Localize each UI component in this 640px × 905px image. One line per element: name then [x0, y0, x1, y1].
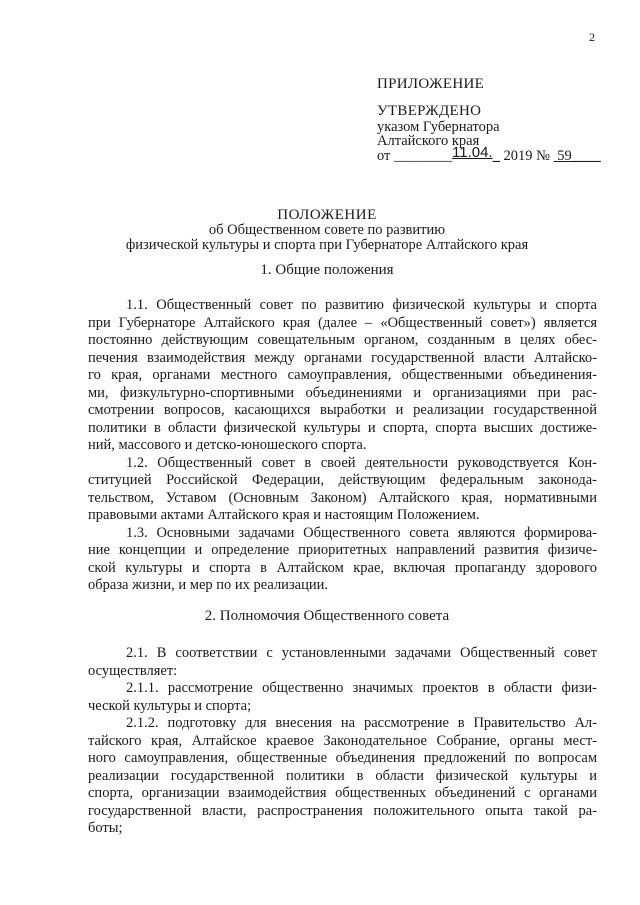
- text-line: ми, физкультурно-спортивными объединениями и организациями при рас-: [88, 384, 597, 401]
- paragraph-2-1-2: [88, 715, 597, 838]
- section-2-body: [88, 645, 597, 838]
- text-line: 2.1.1. рассмотрение общественно значимых проектов в области физи-: [126, 680, 597, 696]
- decree-number: 59____: [557, 148, 601, 164]
- text-line: печения взаимодействия между органами государственной власти Алтайско-: [88, 349, 597, 366]
- paragraph-1-2: [88, 455, 597, 525]
- date-prefix: от: [377, 148, 391, 164]
- title-line-2: об Общественном совете по развитию: [208, 222, 446, 238]
- text-line: реализации государственной политики в области физической культуры и: [88, 767, 597, 784]
- text-line: государственной власти, распространения положительного опыта такой ра-: [88, 802, 597, 819]
- text-line: осуществляет:: [88, 662, 178, 679]
- section-2-heading: 2. Полномочия Общественного совета: [204, 608, 450, 624]
- text-line: 1.3. Основными задачами Общественного совета являются формирова-: [126, 524, 597, 541]
- document-title: [60, 207, 594, 253]
- text-line: ской культуры и спорта в Алтайском крае, включая пропаганду здорового: [88, 559, 597, 576]
- paragraph-2-1-1: [88, 680, 597, 715]
- text-line: боты;: [88, 820, 123, 836]
- section-1-heading: 1. Общие положения: [260, 262, 394, 278]
- text-line: постоянно действующим совещательным органом, созданным в целях обес-: [88, 332, 597, 348]
- approval-line-1: указом Губернатора: [377, 119, 500, 135]
- text-line: ституцией Российской Федерации, действующим федеральным законода-: [88, 472, 597, 488]
- text-line: ного самоуправления, общественные объединения предложений по вопросам: [88, 750, 597, 766]
- decree-date: 11.04.: [452, 144, 493, 161]
- approval-block: [377, 76, 617, 164]
- appendix-label: ПРИЛОЖЕНИЕ: [377, 76, 485, 92]
- text-line: тельством, Уставом (Основным Законом) Алтайского края, нормативными: [88, 489, 597, 506]
- title-line-1: ПОЛОЖЕНИЕ: [277, 207, 377, 223]
- paragraph-1-1: [88, 297, 597, 455]
- section-1-body: [88, 297, 597, 595]
- text-line: 1.2. Общественный совет в своей деятельности руководствуется Кон-: [126, 454, 597, 471]
- text-line: образа жизни, и мер по их реализации.: [88, 577, 329, 593]
- text-line: ние концепции и определение приоритетных направлений развития физиче-: [88, 542, 597, 558]
- decree-year-number-label: 2019 №: [503, 148, 550, 164]
- paragraph-2-1: [88, 645, 597, 680]
- text-line: го края, органами местного самоуправления, общественными объединения-: [88, 367, 597, 383]
- text-line: при Губернаторе Алтайского края (далее – «Общественный совет») является: [88, 314, 597, 331]
- decree-date-line: от ________11.04._ 2019 № 59____: [377, 144, 601, 164]
- date-blank: ________: [394, 148, 453, 164]
- text-line: 1.1. Общественный совет по развитию физической культуры и спорта: [126, 297, 597, 313]
- text-line: спорта, организации взаимодействия общественных объединений с органами: [88, 785, 597, 801]
- text-line: смотрении вопросов, касающихся выработки и реализации государственной: [88, 402, 597, 418]
- text-line: 2.1. В соответствии с установленными задачами Общественный совет: [126, 645, 597, 661]
- approval-line-2: Алтайского края: [377, 133, 480, 149]
- approved-label: УТВЕРЖДЕНО: [377, 103, 482, 119]
- text-line: политики в области физической культуры и спорта, спорта высших достиже-: [88, 419, 597, 436]
- text-line: 2.1.2. подготовку для внесения на рассмотрение в Правительство Ал-: [126, 715, 597, 731]
- text-line: тайского края, Алтайское краевое Законодательное Собрание, органы мест-: [88, 732, 597, 749]
- text-line: правовыми актами Алтайского края и настоящим Положением.: [88, 507, 480, 523]
- text-line: ний, массового и детско-юношеского спорта.: [88, 437, 367, 453]
- title-line-3: физической культуры и спорта при Губернаторе Алтайского края: [125, 237, 529, 253]
- text-line: ческой культуры и спорта;: [88, 697, 252, 714]
- page-number: 2: [589, 30, 595, 44]
- paragraph-1-3: [88, 525, 597, 595]
